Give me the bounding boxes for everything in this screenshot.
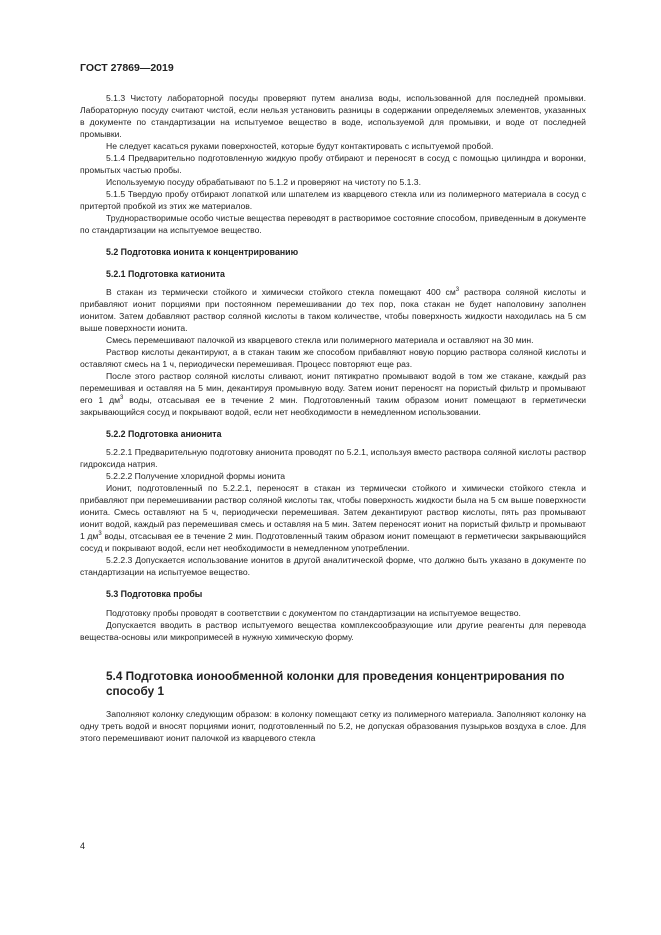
paragraph-5-2-2-2: 5.2.2.2 Получение хлоридной формы ионита bbox=[106, 471, 286, 481]
section-heading-5-2: 5.2 Подготовка ионита к концентрированию bbox=[106, 247, 299, 257]
paragraph-5-2-2-1: 5.2.2.1 Предварительную подготовку анионита проводят по 5.2.1, используя вместо раствора соляной кислоты раствор гидроксида натрия. bbox=[80, 447, 586, 469]
paragraph bbox=[80, 370, 586, 418]
subsection-heading-5-2-2: 5.2.2 Подготовка анионита bbox=[106, 429, 222, 439]
page-number: 4 bbox=[80, 841, 86, 851]
section-heading-5-3: 5.3 Подготовка пробы bbox=[106, 589, 203, 599]
paragraph: Используемую посуду обрабатывают по 5.1.2 и проверяют на чистоту по 5.1.3. bbox=[106, 177, 421, 187]
paragraph: Заполняют колонку следующим образом: в колонку помещают сетку из полимерного материала. Заполняют колонку на одну треть водой и вносят порциями ионит, подготовленный по 5.2, не допуская образования пузырьков воздуха в слое. Для этого перемешивают ионит палочкой из кварцевого стекла bbox=[80, 709, 586, 743]
paragraph bbox=[80, 482, 586, 554]
superscript: 3 bbox=[98, 531, 102, 538]
document-header: ГОСТ 27869—2019 bbox=[80, 62, 174, 74]
paragraph: Подготовку пробы проводят в соответствии с документом по стандартизации на испытуемое вещество. bbox=[106, 608, 521, 618]
paragraph: Допускается вводить в раствор испытуемого вещества комплексообразующие или другие реагенты для перевода вещества-основы или микропримесей в нужную химическую форму. bbox=[80, 620, 586, 642]
paragraph-5-1-5: 5.1.5 Твердую пробу отбирают лопаткой или шпателем из кварцевого стекла или из полимерного материала в сосуд с притертой пробкой из этих же материалов. bbox=[80, 189, 586, 211]
paragraph: Смесь перемешивают палочкой из кварцевого стекла или полимерного материала и оставляют на 30 мин. bbox=[106, 335, 534, 345]
text-fragment: После этого раствор соляной кислоты сливают, ионит пятикратно промывают водой в том же стакане, каждый раз перемешивая и оставляя на 5 мин, декантируя промывную воду. Затем ионит переносят на пористый фильтр и промывают его 1 дм bbox=[80, 371, 586, 405]
superscript: 3 bbox=[455, 287, 460, 294]
paragraph-5-1-4: 5.1.4 Предварительно подготовленную жидкую пробу отбирают и переносят в сосуд с помощью цилиндра и воронки, промытых частью пробы. bbox=[80, 153, 586, 175]
document-body bbox=[80, 92, 586, 744]
paragraph: Раствор кислоты декантируют, а в стакан таким же способом прибавляют новую порцию раствора соляной кислоты и оставляют смесь на 1 ч, периодически перемешивая. Процесс повторяют еще раз. bbox=[80, 347, 586, 369]
paragraph-5-2-2-3: 5.2.2.3 Допускается использование ионитов в другой аналитической форме, что должно быть указано в документе по стандартизации на испытуемое вещество. bbox=[80, 555, 586, 577]
paragraph-5-1-3: 5.1.3 Чистоту лабораторной посуды проверяют путем анализа воды, использованной для последней промывки. Лабораторную посуду считают чистой, если нельзя установить разницы в содержании определяемых элементов, указанных в документе по стандартизации на испытуемое вещество в воде, используемой для промывки, и воде от последней промывки. bbox=[80, 93, 586, 139]
text-fragment: воды, отсасывая ее в течение 2 мин. Подготовленный таким образом ионит помещают в герметически закрывающийся сосуд и покрывают водой, если нет необходимости в немедленном использовании. bbox=[80, 395, 587, 417]
paragraph: Не следует касаться руками поверхностей, которые будут контактировать с испытуемой пробой. bbox=[106, 141, 494, 151]
text-fragment: В стакан из термически стойкого и химически стойкого стекла помещают 400 см bbox=[106, 287, 456, 297]
superscript: 3 bbox=[120, 395, 124, 402]
text-fragment: воды, отсасывая ее в течение 2 мин. Подготовленный таким образом ионит помещают в герметически закрывающийся сосуд и покрывают водой, если нет необходимости в немедленном употреблении. bbox=[80, 531, 586, 553]
text-fragment: раствора соляной кислоты и прибавляют ионит порциями при постоянном перемешивании до тех пор, пока стакан не будет наполовину заполнен ионитом. Затем добавляют раствор соляной кислоты в таком количестве, чтобы поверхность жидкости находилась на 5 см выше поверхности ионита. bbox=[80, 287, 586, 333]
paragraph bbox=[80, 286, 586, 334]
text-fragment: Ионит, подготовленный по 5.2.2.1, переносят в стакан из термически стойкого и химически стойкого стекла и прибавляют при перемешивании раствор соляной кислоты так, чтобы поверхность жидкости была на 5 см выше поверхности ионита. Смесь оставляют на 5 ч, периодически перемешивая. Затем декантируют раствор кислоты, пять раз промывают ионит водой, каждый раз перемешивая смесь и оставляя на 5 мин. Затем переносят ионит на пористый фильтр и промывают 1 дм bbox=[80, 483, 586, 541]
paragraph: Труднорастворимые особо чистые вещества переводят в растворимое состояние способом, приведенным в документе по стандартизации на испытуемое вещество. bbox=[80, 213, 586, 235]
subsection-heading-5-2-1: 5.2.1 Подготовка катионита bbox=[106, 269, 225, 279]
section-heading-5-4: 5.4 Подготовка ионообменной колонки для проведения концентрирования по способу 1 bbox=[106, 669, 565, 698]
